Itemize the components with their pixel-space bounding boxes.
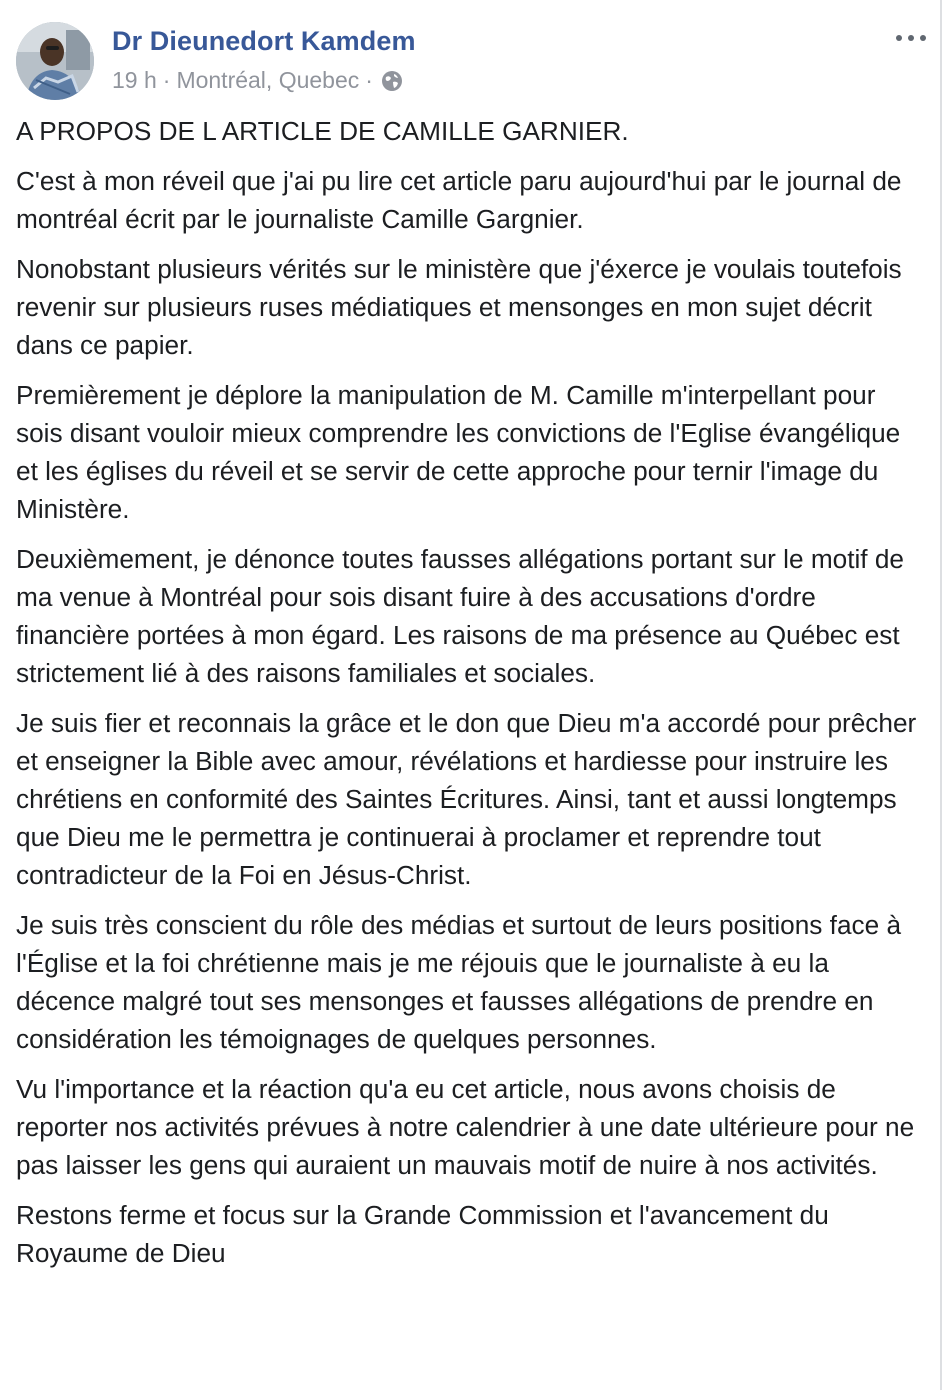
post-location[interactable]: Montréal, Quebec: [176, 67, 360, 93]
meta-separator-2: ·: [365, 67, 373, 93]
post-body: [16, 112, 921, 1284]
meta-separator: ·: [162, 67, 171, 93]
post-paragraph: Je suis fier et reconnais la grâce et le don que Dieu m'a accordé pour prêcher et enseigner la Bible avec amour, révélations et hardiesse pour instruire les chrétiens en conformité des Saintes Écritures. Ainsi, tant et aussi longtemps que Dieu me le permettra je continuerai à proclamer et reprendre tout contradicteur de la Foi en Jésus-Christ.: [16, 708, 917, 890]
dot: [920, 35, 926, 41]
post-paragraph: Deuxièmement, je dénonce toutes fausses allégations portant sur le motif de ma venue à Montréal pour sois disant fuire à des accusations d'ordre financière portées à mon égard. Les raisons de ma présence au Québec est strictement lié à des raisons familiales et sociales.: [16, 544, 904, 688]
post-paragraph: Vu l'importance et la réaction qu'a eu cet article, nous avons choisis de reporter nos activités prévues à notre calendrier à une date ultérieure pour ne pas laisser les gens qui auraient un mauvais motif de nuire à nos activités.: [16, 1074, 915, 1180]
post-header: [16, 22, 926, 102]
dot: [896, 35, 902, 41]
post-paragraph: Premièrement je déplore la manipulation de M. Camille m'interpellant pour sois disant vouloir mieux comprendre les convictions de l'Eglise évangélique et les églises du réveil et se servir de cette approche pour ternir l'image du Ministère.: [16, 380, 901, 524]
post-paragraph: Restons ferme et focus sur la Grande Commission et l'avancement du Royaume de Dieu: [16, 1200, 829, 1268]
post-timestamp[interactable]: 19 h: [112, 67, 157, 93]
globe-icon[interactable]: [381, 70, 403, 92]
post-paragraph: C'est à mon réveil que j'ai pu lire cet article paru aujourd'hui par le journal de montréal écrit par le journaliste Camille Gargnier.: [16, 166, 902, 234]
post-paragraph: A PROPOS DE L ARTICLE DE CAMILLE GARNIER.: [16, 116, 629, 146]
author-name-link[interactable]: Dr Dieunedort Kamdem: [112, 26, 416, 56]
post-paragraph: Je suis très conscient du rôle des médias et surtout de leurs positions face à l'Église et la foi chrétienne mais je me réjouis que le journaliste à eu la décence malgré tout ses mensonges et fausses allégations de prendre en considération les témoignages de quelques personnes.: [16, 910, 902, 1054]
author-avatar[interactable]: [16, 22, 94, 100]
more-options-icon[interactable]: [896, 28, 926, 48]
post-meta: [112, 67, 403, 94]
dot: [908, 35, 914, 41]
post-paragraph: Nonobstant plusieurs vérités sur le ministère que j'éxerce je voulais toutefois revenir sur plusieurs ruses médiatiques et mensonges en mon sujet décrit dans ce papier.: [16, 254, 902, 360]
